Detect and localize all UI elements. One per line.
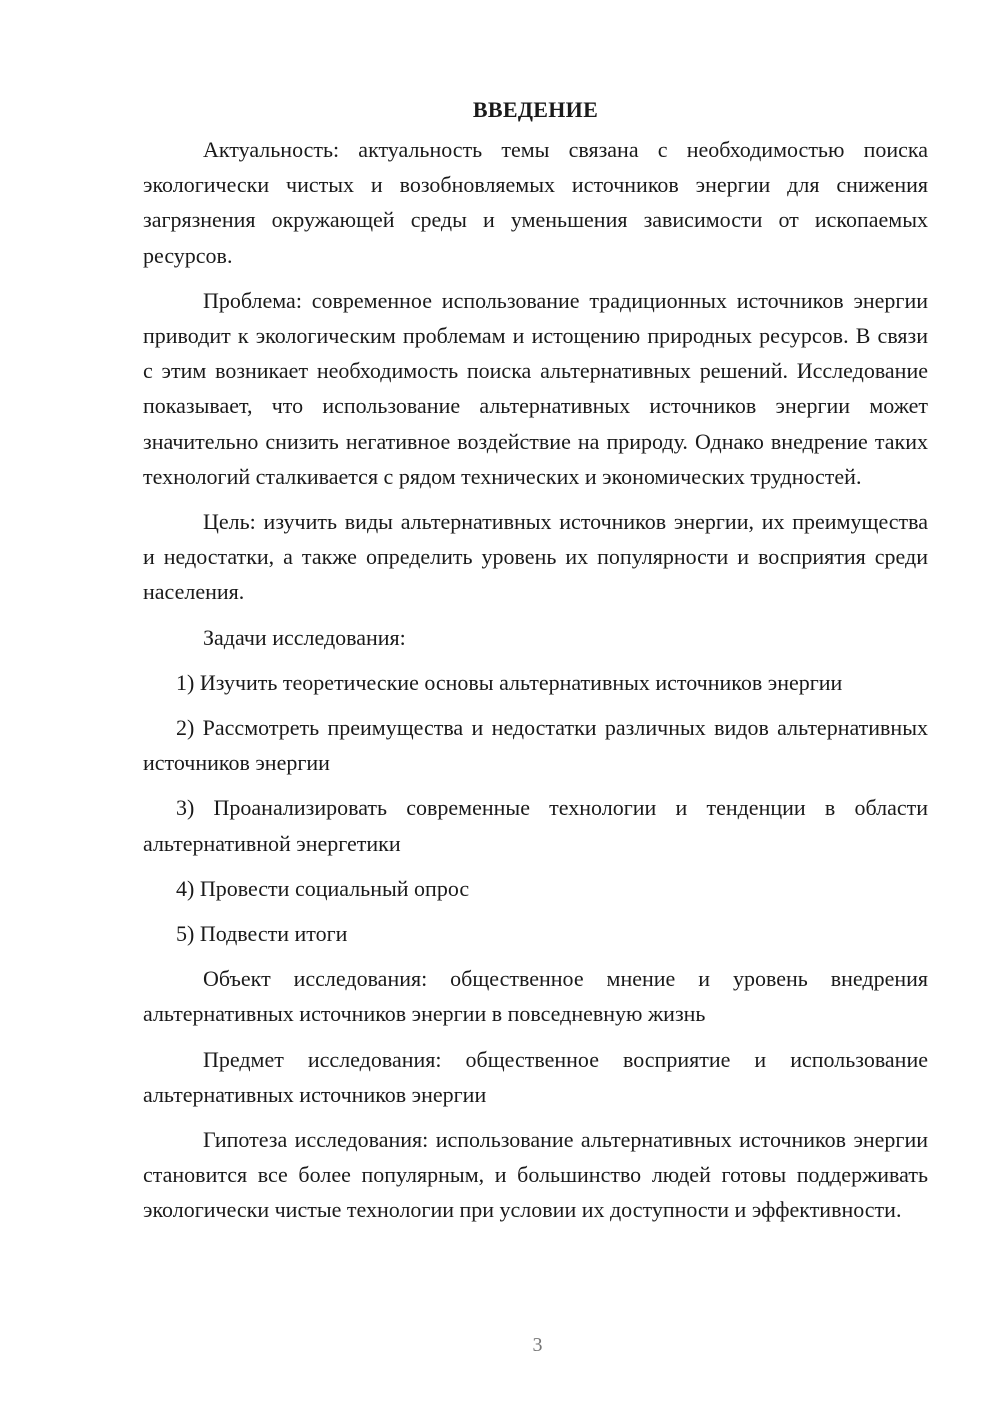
relevance-paragraph: Актуальность: актуальность темы связана с необходимостью поиска экологически чистых и возобновляемых источников энергии для снижения загрязнения окружающей среды и уменьшения зависимости от ископаемых ресурсов. bbox=[143, 137, 928, 268]
problem-paragraph: Проблема: современное использование традиционных источников энергии приводит к экологическим проблемам и истощению природных ресурсов. В связи с этим возникает необходимость поиска альтернативных решений. Исследование показывает, что использование альтернативных источников энергии может значительно снизить негативное воздействие на природу. Однако внедрение таких технологий сталкивается с рядом технических и экономических трудностей. bbox=[143, 287, 928, 489]
page-content bbox=[143, 92, 928, 1238]
task-item-2: 2) Рассмотреть преимущества и недостатки различных видов альтернативных источников энергии bbox=[143, 715, 928, 776]
section-title: ВВЕДЕНИЕ bbox=[472, 97, 599, 122]
hypothesis-paragraph: Гипотеза исследования: использование альтернативных источников энергии становится все более популярным, и большинство людей готовы поддерживать экологически чистые технологии при условии их доступности и эффективности. bbox=[143, 1127, 928, 1223]
task-item-5: 5) Подвести итоги bbox=[176, 921, 348, 947]
goal-paragraph: Цель: изучить виды альтернативных источников энергии, их преимущества и недостатки, а также определить уровень их популярности и восприятия среди населения. bbox=[143, 509, 928, 605]
task-item-4: 4) Провести социальный опрос bbox=[176, 875, 470, 901]
object-paragraph: Объект исследования: общественное мнение и уровень внедрения альтернативных источников энергии в повседневную жизнь bbox=[143, 966, 928, 1027]
task-item-1: 1) Изучить теоретические основы альтернативных источников энергии bbox=[176, 669, 843, 695]
page-number: 3 bbox=[532, 1334, 543, 1356]
task-item-3: 3) Проанализировать современные технологии и тенденции в области альтернативной энергетики bbox=[143, 795, 928, 856]
subject-paragraph: Предмет исследования: общественное восприятие и использование альтернативных источников энергии bbox=[143, 1046, 928, 1107]
tasks-heading: Задачи исследования: bbox=[203, 624, 406, 650]
